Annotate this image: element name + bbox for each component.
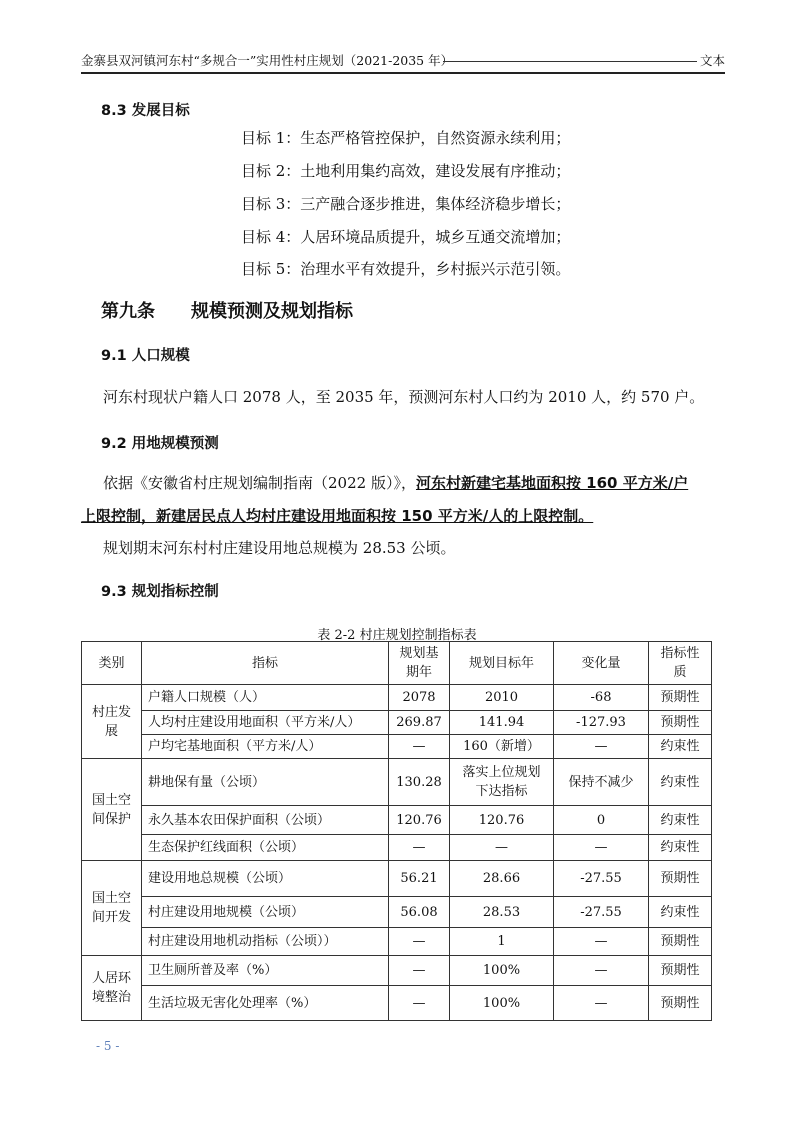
target-cell: 落实上位规划下达指标 <box>450 759 554 806</box>
article-title: 规模预测及规划指标 <box>191 301 353 322</box>
target-cell: 120.76 <box>450 806 554 835</box>
change-cell: -68 <box>554 685 649 711</box>
indicator-cell: 生活垃圾无害化处理率（%） <box>142 986 389 1021</box>
goal-item: 目标 5：治理水平有效提升，乡村振兴示范引领。 <box>241 260 571 278</box>
target-cell: 1 <box>450 928 554 956</box>
indicator-cell: 村庄建设用地机动指标（公顷）） <box>142 928 389 956</box>
nature-cell: 约束性 <box>649 759 712 806</box>
target-cell: 100% <box>450 986 554 1021</box>
table-row <box>82 735 712 759</box>
table-row <box>82 711 712 735</box>
table-row <box>82 861 712 897</box>
col-header: 指标 <box>142 642 389 685</box>
table-row <box>82 806 712 835</box>
change-cell: — <box>554 956 649 986</box>
section-9-3-heading: 9.3 规划指标控制 <box>101 584 219 600</box>
nature-cell: 预期性 <box>649 711 712 735</box>
target-cell: 2010 <box>450 685 554 711</box>
category-cell: 人居环境整治 <box>82 956 142 1021</box>
indicator-cell: 永久基本农田保护面积（公顷） <box>142 806 389 835</box>
goal-item: 目标 4：人居环境品质提升，城乡互通交流增加； <box>241 228 571 246</box>
category-cell: 国土空间开发 <box>82 861 142 956</box>
change-cell: — <box>554 735 649 759</box>
indicator-cell: 村庄建设用地规模（公顷） <box>142 897 389 928</box>
nature-cell: 预期性 <box>649 956 712 986</box>
base-cell: 56.21 <box>389 861 450 897</box>
land-emphasis-2: 上限控制，新建居民点人均村庄建设用地面积按 150 平方米/人的上限控制。 <box>81 507 594 525</box>
nature-cell: 预期性 <box>649 861 712 897</box>
base-cell: — <box>389 956 450 986</box>
change-cell: -27.55 <box>554 897 649 928</box>
land-paragraph-prefix: 依据《安徽省村庄规划编制指南（2022 版）》， <box>103 474 416 492</box>
article-9-heading <box>101 297 353 323</box>
table-row <box>82 956 712 986</box>
target-cell: 28.66 <box>450 861 554 897</box>
goal-item: 目标 3：三产融合逐步推进，集体经济稳步增长； <box>241 195 571 213</box>
table-row <box>82 928 712 956</box>
table-header-row <box>82 642 712 685</box>
target-cell: 141.94 <box>450 711 554 735</box>
target-cell: 160（新增） <box>450 735 554 759</box>
header-suffix: 文本 <box>699 53 725 68</box>
category-cell: 村庄发展 <box>82 685 142 759</box>
indicator-cell: 建设用地总规模（公顷） <box>142 861 389 897</box>
table-row <box>82 835 712 861</box>
col-header: 变化量 <box>554 642 649 685</box>
change-cell: -127.93 <box>554 711 649 735</box>
col-header: 规划基期年 <box>389 642 450 685</box>
land-paragraph-line2 <box>81 505 593 526</box>
target-cell: 28.53 <box>450 897 554 928</box>
base-cell: — <box>389 735 450 759</box>
change-cell: 保持不减少 <box>554 759 649 806</box>
land-total-paragraph: 规划期末河东村村庄建设用地总规模为 28.53 公顷。 <box>103 539 456 557</box>
table-row <box>82 685 712 711</box>
nature-cell: 约束性 <box>649 835 712 861</box>
indicator-cell: 耕地保有量（公顷） <box>142 759 389 806</box>
base-cell: — <box>389 835 450 861</box>
nature-cell: 预期性 <box>649 685 712 711</box>
indicator-cell: 户均宅基地面积（平方米/人） <box>142 735 389 759</box>
change-cell: — <box>554 928 649 956</box>
target-cell: — <box>450 835 554 861</box>
indicator-cell: 生态保护红线面积（公顷） <box>142 835 389 861</box>
nature-cell: 预期性 <box>649 986 712 1021</box>
table-row <box>82 897 712 928</box>
section-8-3-heading: 8.3 发展目标 <box>101 103 190 119</box>
base-cell: 120.76 <box>389 806 450 835</box>
page-number: - 5 - <box>96 1039 120 1053</box>
table-row <box>82 759 712 806</box>
base-cell: — <box>389 986 450 1021</box>
change-cell: — <box>554 835 649 861</box>
header-dash-line <box>443 61 697 62</box>
indicator-cell: 户籍人口规模（人） <box>142 685 389 711</box>
land-paragraph-line1 <box>103 472 688 493</box>
indicator-cell: 人均村庄建设用地面积（平方米/人） <box>142 711 389 735</box>
change-cell: 0 <box>554 806 649 835</box>
section-9-2-heading: 9.2 用地规模预测 <box>101 436 219 452</box>
category-cell: 国土空间保护 <box>82 759 142 861</box>
base-cell: — <box>389 928 450 956</box>
target-cell: 100% <box>450 956 554 986</box>
change-cell: — <box>554 986 649 1021</box>
nature-cell: 约束性 <box>649 806 712 835</box>
header-rule <box>81 72 725 74</box>
goal-item: 目标 2：土地利用集约高效，建设发展有序推动； <box>241 162 571 180</box>
base-cell: 269.87 <box>389 711 450 735</box>
header-title: 金寨县双河镇河东村“多规合一”实用性村庄规划（2021-2035 年） <box>81 53 454 68</box>
col-header: 规划目标年 <box>450 642 554 685</box>
goal-item: 目标 1：生态严格管控保护，自然资源永续利用； <box>241 129 571 147</box>
nature-cell: 约束性 <box>649 897 712 928</box>
table-caption: 表 2-2 村庄规划控制指标表 <box>317 628 477 643</box>
indicator-cell: 卫生厕所普及率（%） <box>142 956 389 986</box>
nature-cell: 约束性 <box>649 735 712 759</box>
col-header: 指标性质 <box>649 642 712 685</box>
change-cell: -27.55 <box>554 861 649 897</box>
population-paragraph: 河东村现状户籍人口 2078 人，至 2035 年，预测河东村人口约为 2010 人，约 570 户。 <box>103 388 705 406</box>
base-cell: 56.08 <box>389 897 450 928</box>
table-row <box>82 986 712 1021</box>
col-header: 类别 <box>82 642 142 685</box>
running-header <box>81 51 725 71</box>
indicator-table <box>81 641 712 1021</box>
article-number: 第九条 <box>101 301 155 322</box>
base-cell: 130.28 <box>389 759 450 806</box>
section-9-1-heading: 9.1 人口规模 <box>101 348 190 364</box>
land-emphasis-1: 河东村新建宅基地面积按 160 平方米/户 <box>415 474 689 492</box>
nature-cell: 预期性 <box>649 928 712 956</box>
base-cell: 2078 <box>389 685 450 711</box>
